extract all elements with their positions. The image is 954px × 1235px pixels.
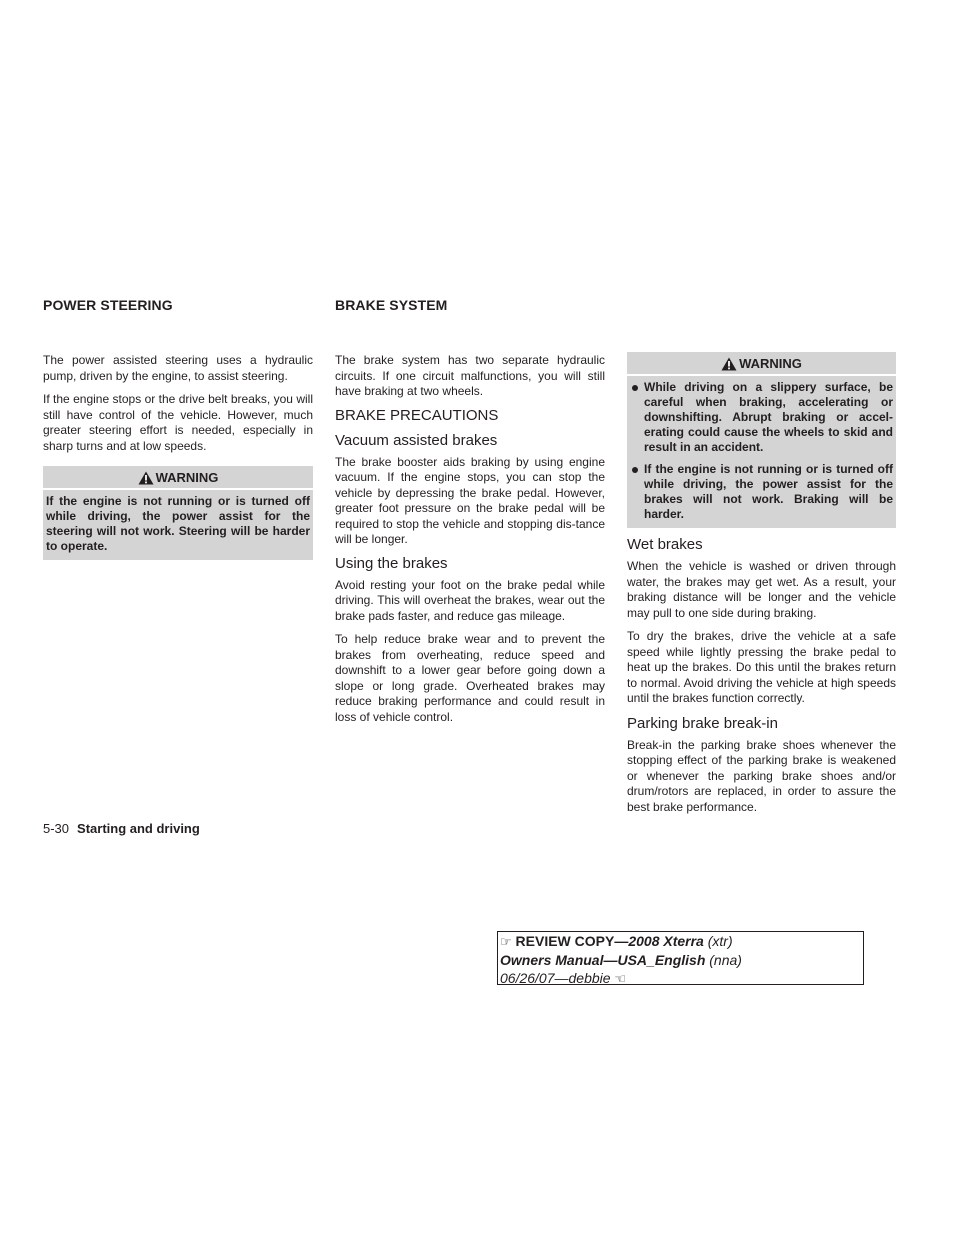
review-line-3 xyxy=(500,969,863,988)
pointing-hand-left-icon: ☜ xyxy=(614,971,627,986)
steering-warning-label: WARNING xyxy=(155,470,219,485)
left-column xyxy=(43,297,313,560)
pointing-hand-right-icon: ☞ xyxy=(500,934,512,949)
review-copy-label: REVIEW COPY— xyxy=(515,933,629,949)
brake-warning-header xyxy=(627,352,896,376)
using-the-brakes-paragraph-2: To help reduce brake wear and to prevent the brakes from overheating, reduce speed and downshift to a lower gear before going down a slope or long grade. Overheated brakes may reduce braking performance and could result in loss of vehicle control. xyxy=(335,632,605,724)
steering-warning-header xyxy=(43,466,313,490)
parking-brake-text: Break-in the parking brake shoes whenever the stopping effect of the parking brake is weakened or whenever the parking brake shoes and/or drum/rotors are replaced, in order to assure the best brake performance. xyxy=(627,737,896,814)
bullet-icon xyxy=(632,385,638,391)
brake-warning-label: WARNING xyxy=(739,356,802,371)
review-date-author: 06/26/07—debbie xyxy=(500,970,611,986)
power-steering-paragraph-2: If the engine stops or the drive belt breaks, you will still have control of the vehicle. However, much greater steering effort is needed, especially in sharp turns and at low speeds. xyxy=(43,392,313,453)
review-line-2 xyxy=(500,951,863,969)
power-steering-heading: POWER STEERING xyxy=(43,297,173,313)
parking-brake-heading: Parking brake break-in xyxy=(627,714,778,732)
warning-triangle-icon xyxy=(138,471,154,485)
brake-warning-bullet-1: While driving on a slippery surface, be careful when braking, accelerating or downshifting. Abrupt braking or accel-erating could cause the wheels to skid and result in an accident. xyxy=(644,380,893,454)
review-copy-stamp xyxy=(497,931,864,985)
section-title: Starting and driving xyxy=(77,821,200,836)
steering-warning-text: If the engine is not running or is turned off while driving, the power assist for the steering will not work. Steering will be harder to operate. xyxy=(46,494,310,553)
wet-brakes-heading: Wet brakes xyxy=(627,536,703,553)
middle-column xyxy=(335,297,605,725)
brake-warning-box xyxy=(627,352,896,528)
list-item xyxy=(630,462,893,522)
brake-precautions-heading: BRAKE PRECAUTIONS xyxy=(335,406,499,424)
review-line-1 xyxy=(500,932,863,951)
review-manual: Owners Manual—USA_English xyxy=(500,952,706,968)
wet-brakes-paragraph-2: To dry the brakes, drive the vehicle at a safe speed while lightly pressing the brake pedal to heat up the brakes. Do this until the brakes return to normal. Avoid driving the vehicle at high speeds until the brakes function correctly. xyxy=(627,629,896,705)
brake-warning-body xyxy=(627,376,896,528)
power-steering-paragraph-1: The power assisted steering uses a hydraulic pump, driven by the engine, to assist steering. xyxy=(43,353,313,383)
using-the-brakes-paragraph-1: Avoid resting your foot on the brake pedal while driving. This will overheat the brakes, wear out the brake pads faster, and reduce gas mileage. xyxy=(335,577,605,623)
warning-triangle-icon xyxy=(721,357,737,371)
review-model-code: (xtr) xyxy=(703,933,733,949)
brake-system-paragraph: The brake system has two separate hydraulic circuits. If one circuit malfunctions, you will still have braking at two wheels. xyxy=(335,353,605,398)
vacuum-assisted-brakes-text: The brake booster aids braking by using engine vacuum. If the engine stops, you can stop the vehicle by depressing the brake pedal. However, greater foot pressure on the brake pedal will be required to stop the vehicle and stopping dis-tance will be longer. xyxy=(335,454,605,546)
brake-system-heading: BRAKE SYSTEM xyxy=(335,297,448,313)
using-the-brakes-heading: Using the brakes xyxy=(335,554,448,572)
page-number: 5-30 xyxy=(43,821,70,836)
steering-warning-box xyxy=(43,466,313,560)
list-item xyxy=(630,380,893,455)
brake-warning-bullet-2: If the engine is not running or is turned off while driving, the power assist for the brakes will not work. Braking will be harder. xyxy=(644,462,893,521)
review-manual-code: (nna) xyxy=(705,952,742,968)
review-model: 2008 Xterra xyxy=(628,933,704,949)
vacuum-assisted-brakes-heading: Vacuum assisted brakes xyxy=(335,431,498,449)
right-column xyxy=(627,352,896,815)
bullet-icon xyxy=(632,467,638,473)
page-footer xyxy=(43,821,200,836)
wet-brakes-paragraph-1: When the vehicle is washed or driven through water, the brakes may get wet. As a result, your braking distance will be longer and the vehicle may pull to one side during braking. xyxy=(627,559,896,620)
